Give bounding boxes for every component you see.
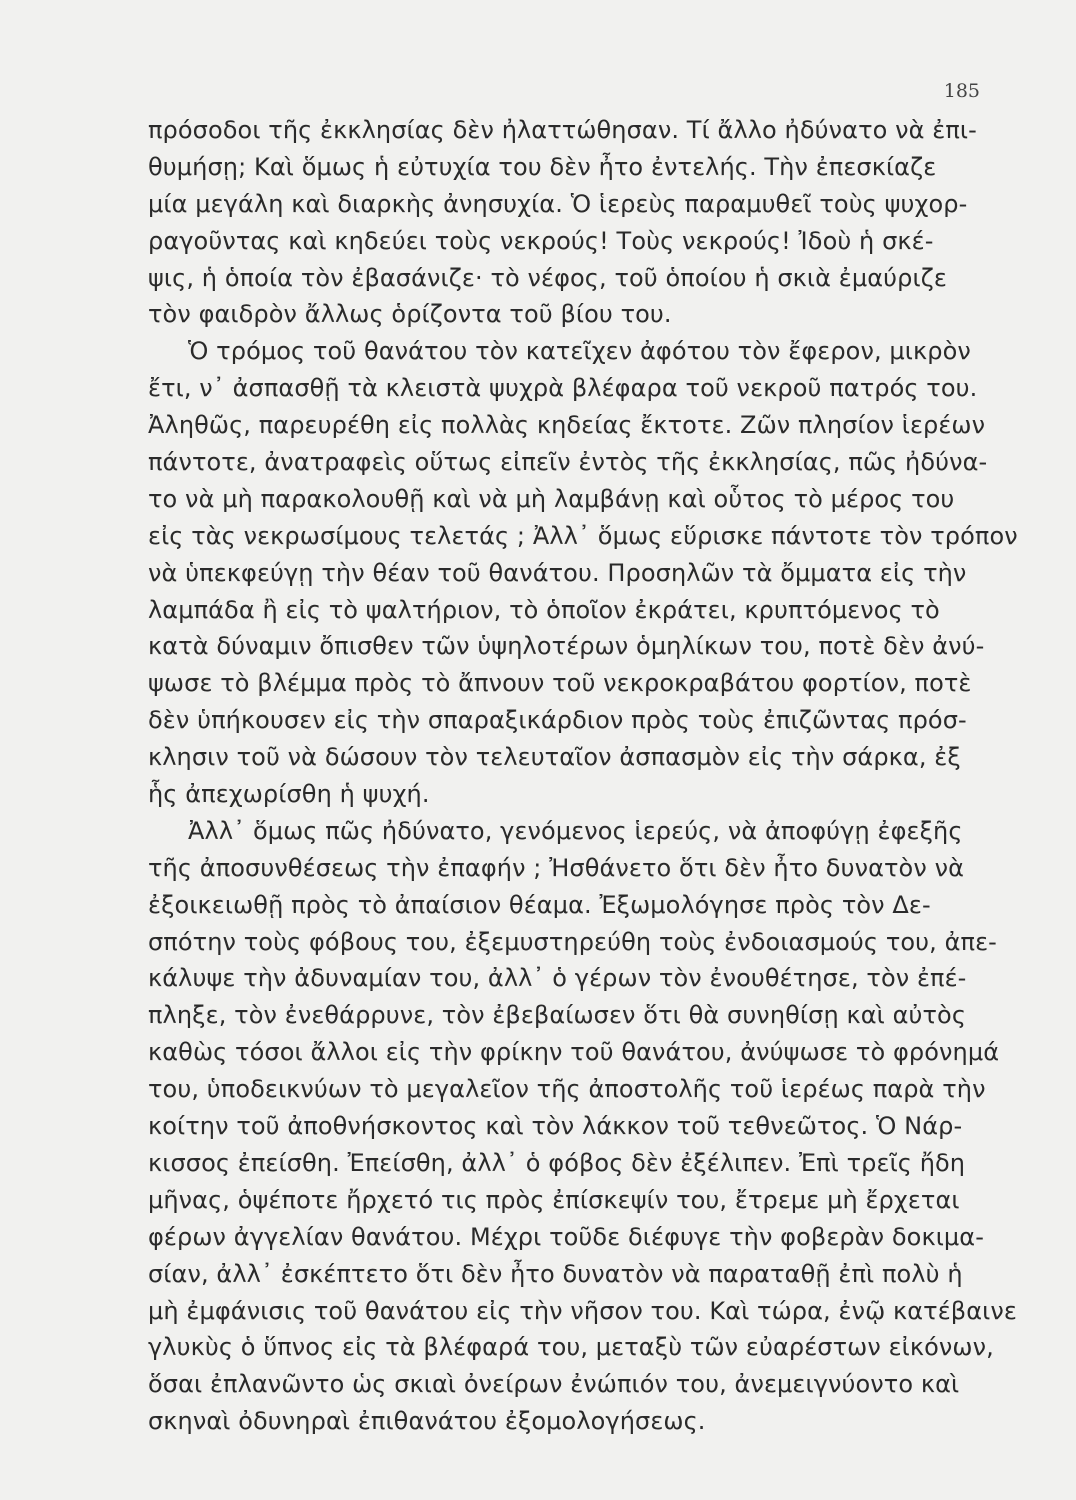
text-line: ὅσαι ἐπλανῶντο ὡς σκιαὶ ὀνείρων ἐνώπιόν του, ἀνεμειγνύοντο καὶ bbox=[148, 1370, 960, 1399]
text-line: κλησιν τοῦ νὰ δώσουν τὸν τελευταῖον ἀσπασμὸν εἰς τὴν σάρκα, ἐξ bbox=[148, 743, 961, 772]
text-line: θυμήσῃ; Καὶ ὅμως ἡ εὐτυχία του δὲν ἦτο ἐντελής. Τὴν ἐπεσκίαζε bbox=[148, 152, 937, 181]
text-line: Ὁ τρόμος τοῦ θανάτου τὸν κατεῖχεν ἀφότου τὸν ἔφερον, μικρὸν bbox=[188, 337, 971, 366]
text-line: δὲν ὑπήκουσεν εἰς τὴν σπαραξικάρδιον πρὸς τοὺς ἐπιζῶντας πρόσ- bbox=[148, 706, 967, 735]
text-line: του, ὑποδεικνύων τὸ μεγαλεῖον τῆς ἀποστολῆς τοῦ ἱερέως παρὰ τὴν bbox=[148, 1075, 986, 1104]
text-line: ἔτι, ν᾽ ἀσπασθῇ τὰ κλειστὰ ψυχρὰ βλέφαρα τοῦ νεκροῦ πατρός του. bbox=[148, 374, 978, 403]
text-line: καθὼς τόσοι ἄλλοι εἰς τὴν φρίκην τοῦ θανάτου, ἀνύψωσε τὸ φρόνημά bbox=[148, 1038, 1000, 1067]
text-line: νὰ ὑπεκφεύγῃ τὴν θέαν τοῦ θανάτου. Προσηλῶν τὰ ὄμματα εἰς τὴν bbox=[148, 558, 967, 587]
text-line: ἧς ἀπεχωρίσθη ἡ ψυχή. bbox=[148, 780, 430, 809]
text-line: ραγοῦντας καὶ κηδεύει τοὺς νεκρούς! Τοὺς νεκρούς! Ἰδοὺ ἡ σκέ- bbox=[148, 226, 934, 255]
text-line: πάντοτε, ἀνατραφεὶς οὕτως εἰπεῖν ἐντὸς τῆς ἐκκλησίας, πῶς ἠδύνα- bbox=[148, 448, 988, 477]
text-line: τὸν φαιδρὸν ἄλλως ὁρίζοντα τοῦ βίου του. bbox=[148, 300, 672, 329]
text-line: κάλυψε τὴν ἀδυναμίαν του, ἀλλ᾽ ὁ γέρων τὸν ἐνουθέτησε, τὸν ἐπέ- bbox=[148, 964, 967, 993]
text-line: ψις, ἡ ὁποία τὸν ἐβασάνιζε· τὸ νέφος, τοῦ ὁποίου ἡ σκιὰ ἐμαύριζε bbox=[148, 263, 947, 292]
text-line: το νὰ μὴ παρακολουθῇ καὶ νὰ μὴ λαμβάνῃ καὶ οὗτος τὸ μέρος του bbox=[148, 484, 955, 513]
text-line: πρόσοδοι τῆς ἐκκλησίας δὲν ἠλαττώθησαν. Τί ἄλλο ἠδύνατο νὰ ἐπι- bbox=[148, 116, 977, 144]
text-line: μῆνας, ὁψέποτε ἤρχετό τις πρὸς ἐπίσκεψίν του, ἔτρεμε μὴ ἔρχεται bbox=[148, 1185, 960, 1214]
text-line: σκηναὶ ὀδυνηραὶ ἐπιθανάτου ἐξομολογήσεως. bbox=[148, 1407, 706, 1436]
text-line: μία μεγάλη καὶ διαρκὴς ἀνησυχία. Ὁ ἱερεὺς παραμυθεῖ τοὺς ψυχορ- bbox=[148, 189, 968, 218]
text-line: κατὰ δύναμιν ὄπισθεν τῶν ὑψηλοτέρων ὁμηλίκων του, ποτὲ δὲν ἀνύ- bbox=[148, 632, 985, 661]
text-line: μὴ ἐμφάνισις τοῦ θανάτου εἰς τὴν νῆσον του. Καὶ τώρα, ἐνῷ κατέβαινε bbox=[148, 1296, 1017, 1325]
text-line: κοίτην τοῦ ἀποθνήσκοντος καὶ τὸν λάκκον τοῦ τεθνεῶτος. Ὁ Νάρ- bbox=[148, 1112, 963, 1141]
text-line: ψωσε τὸ βλέμμα πρὸς τὸ ἄπνουν τοῦ νεκροκραβάτου φορτίον, ποτὲ bbox=[148, 669, 972, 698]
text-line: Ἀλλ᾽ ὅμως πῶς ἠδύνατο, γενόμενος ἱερεύς, νὰ ἀποφύγῃ ἐφεξῆς bbox=[188, 816, 963, 845]
text-line: σπότην τοὺς φόβους του, ἐξεμυστηρεύθη τοὺς ἐνδοιασμούς του, ἀπε- bbox=[148, 927, 997, 956]
text-line: εἰς τὰς νεκρωσίμους τελετάς ; Ἀλλ᾽ ὅμως εὕρισκε πάντοτε τὸν τρόπον bbox=[148, 521, 1018, 550]
text-line: φέρων ἀγγελίαν θανάτου. Μέχρι τοῦδε διέφυγε τὴν φοβερὰν δοκιμα- bbox=[148, 1222, 984, 1251]
text-line: κισσος ἐπείσθη. Ἐπείσθη, ἀλλ᾽ ὁ φόβος δὲν ἐξέλιπεν. Ἐπὶ τρεῖς ἤδη bbox=[148, 1148, 966, 1177]
text-line: λαμπάδα ἢ εἰς τὸ ψαλτήριον, τὸ ὁποῖον ἐκράτει, κρυπτόμενος τὸ bbox=[148, 595, 940, 624]
text-line: ἐξοικειωθῇ πρὸς τὸ ἀπαίσιον θέαμα. Ἐξωμολόγησε πρὸς τὸν Δε- bbox=[148, 890, 931, 919]
page-number: 185 bbox=[943, 80, 980, 102]
text-line: τῆς ἀποσυνθέσεως τὴν ἐπαφήν ; Ἠσθάνετο ὅτι δὲν ἦτο δυνατὸν νὰ bbox=[148, 853, 964, 882]
text-line: πληξε, τὸν ἐνεθάρρυνε, τὸν ἐβεβαίωσεν ὅτι θὰ συνηθίσῃ καὶ αὐτὸς bbox=[148, 1001, 967, 1030]
text-line: σίαν, ἀλλ᾽ ἐσκέπτετο ὅτι δὲν ἦτο δυνατὸν νὰ παραταθῇ ἐπὶ πολὺ ἡ bbox=[148, 1259, 963, 1288]
text-line: γλυκὺς ὁ ὕπνος εἰς τὰ βλέφαρά του, μεταξὺ τῶν εὐαρέστων εἰκόνων, bbox=[148, 1333, 994, 1362]
body-text bbox=[148, 112, 1018, 1440]
text-line: Ἀληθῶς, παρευρέθη εἰς πολλὰς κηδείας ἔκτοτε. Ζῶν πλησίον ἱερέων bbox=[148, 411, 986, 440]
